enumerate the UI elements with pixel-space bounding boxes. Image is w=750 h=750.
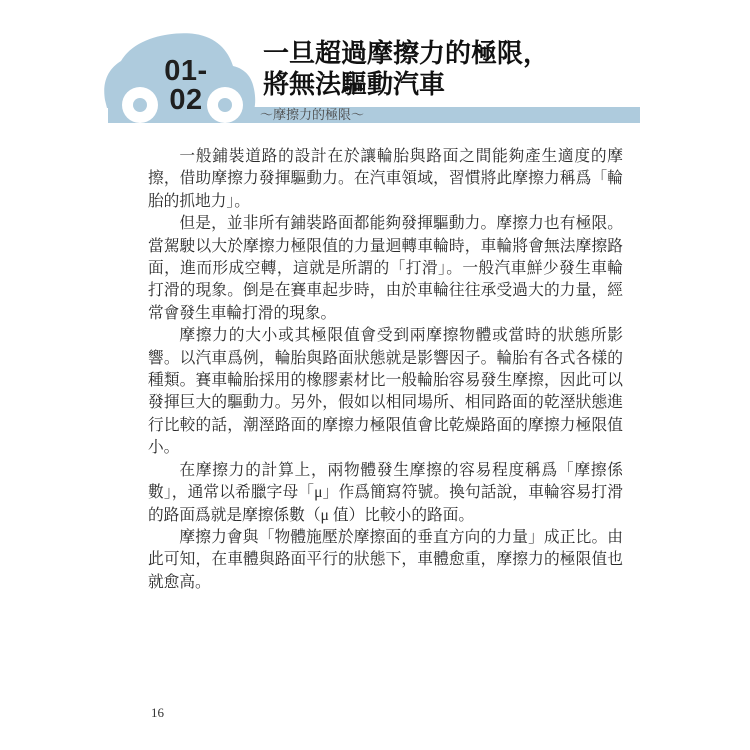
page-number: 16: [151, 705, 164, 720]
paragraph: 摩擦力的大小或其極限值會受到兩摩擦物體或當時的狀態所影響。以汽車爲例，輪胎與路面狀態就是影響因子。輪胎有各式各樣的種類。賽車輪胎採用的橡膠素材比一般輪胎容易發生摩擦，因此可以發揮巨大的驅動力。另外，假如以相同場所、相同路面的乾溼狀態進行比較的話，潮溼路面的摩擦力極限值會比乾燥路面的摩擦力極限值小。: [148, 327, 623, 457]
page-title-line1: 一旦超過摩擦力的極限，: [263, 39, 550, 68]
paragraph: 但是，並非所有鋪裝路面都能夠發揮驅動力。摩擦力也有極限。當駕駛以大於摩擦力極限值的力量迴轉車輪時，車輪將會無法摩擦路面，進而形成空轉，這就是所謂的「打滑」。一般汽車鮮少發生車輪打滑的現象。倒是在賽車起步時，由於車輪往往承受過大的力量，經常會發生車輪打滑的現象。: [148, 215, 623, 322]
page-title-line2: 將無法驅動汽車: [263, 70, 446, 99]
section-subtitle: ～摩擦力的極限～: [260, 107, 365, 122]
paragraph: 在摩擦力的計算上，兩物體發生摩擦的容易程度稱爲「摩擦係數」，通常以希臘字母「μ」作爲簡寫符號。換句話說，車輪容易打滑的路面爲就是摩擦係數（μ 值）比較小的路面。: [148, 461, 623, 524]
paragraph: 一般鋪裝道路的設計在於讓輪胎與路面之間能夠產生適度的摩擦，借助摩擦力發揮驅動力。在汽車領域，習慣將此摩擦力稱爲「輪胎的抓地力」。: [148, 148, 623, 210]
section-number: 01-02: [164, 55, 208, 116]
article-body: [148, 146, 623, 594]
paragraph: 摩擦力會與「物體施壓於摩擦面的垂直方向的力量」成正比。由此可知，在車體與路面平行的狀態下，車體愈重，摩擦力的極限值也就愈高。: [148, 528, 623, 591]
page-title: [263, 38, 549, 100]
